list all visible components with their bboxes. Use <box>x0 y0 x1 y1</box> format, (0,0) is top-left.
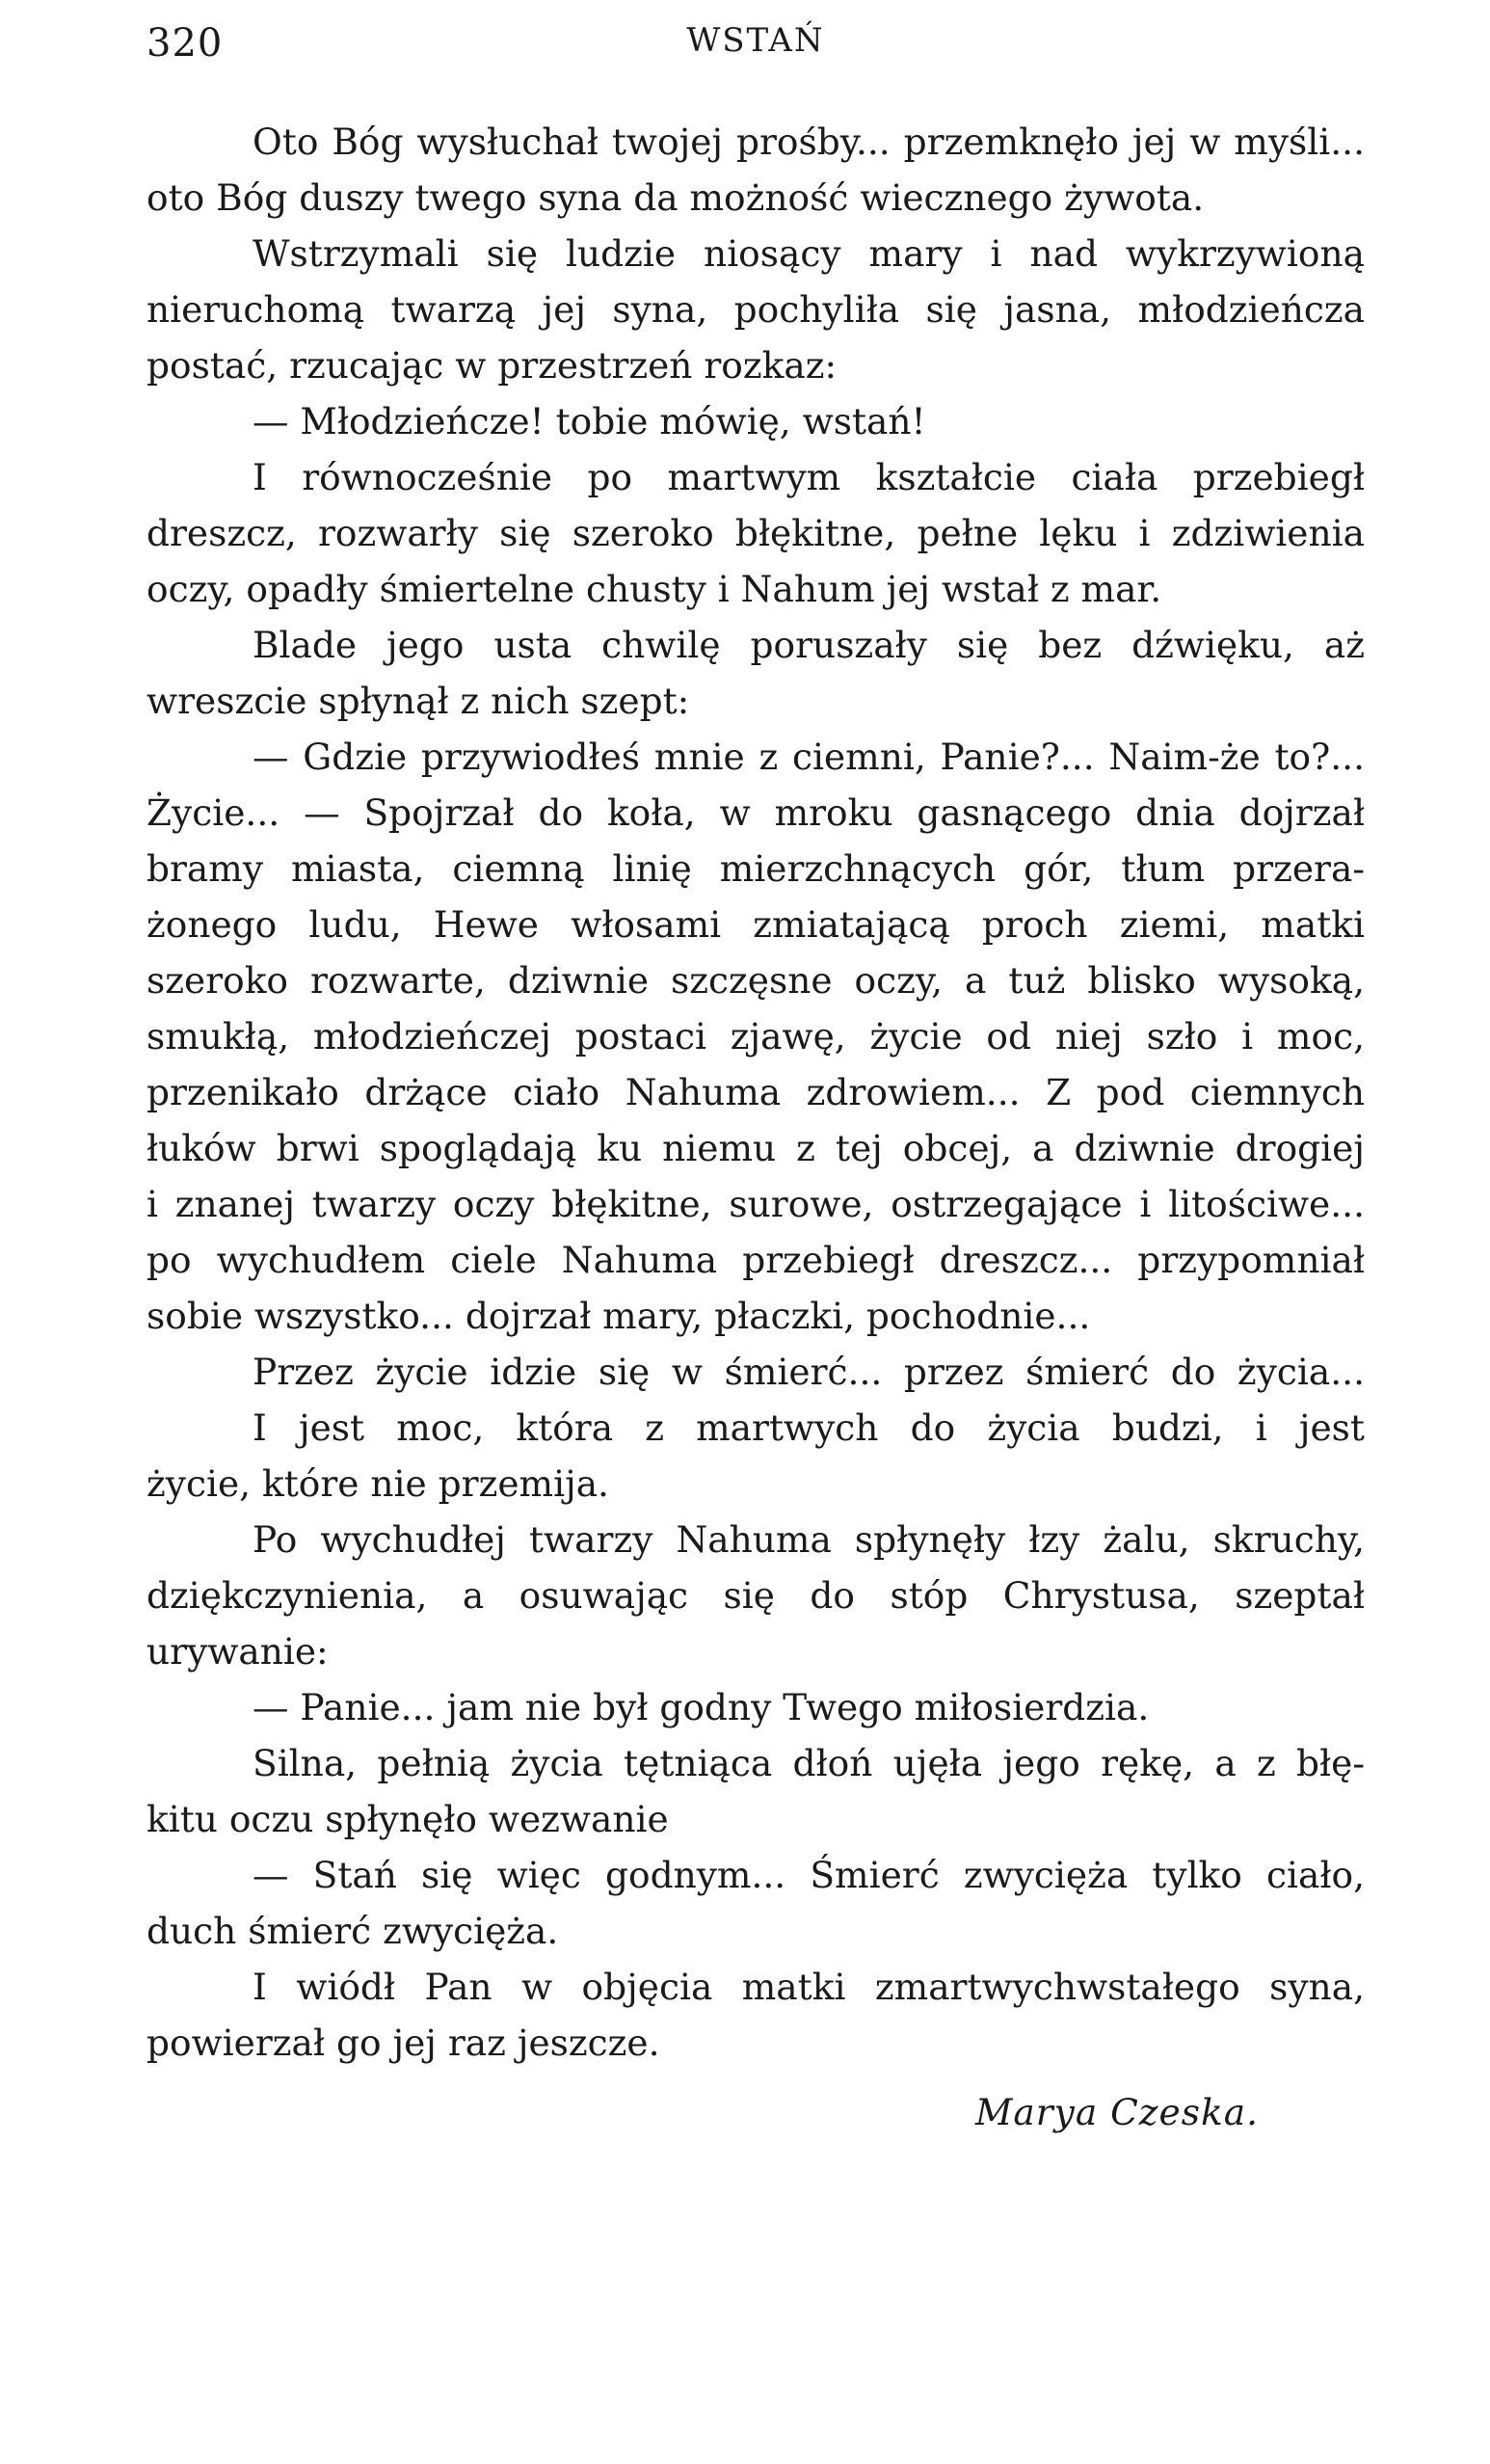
text-line: dziękczynienia, a osuwając się do stóp Chrystusa, szeptał <box>146 1574 1365 1617</box>
text-line: Przez życie idzie się w śmierć... przez śmierć do życia... <box>253 1351 1365 1393</box>
text-line: nieruchomą twarzą jej syna, pochyliła się jasna, młodzieńcza <box>146 288 1365 331</box>
text-line: sobie wszystko... dojrzał mary, płaczki, pochodnie... <box>146 1295 1091 1337</box>
text-line: — Panie... jam nie był godny Twego miłosierdzia. <box>253 1686 1150 1728</box>
text-line: — Stań się więc godnym... Śmierć zwycięża tylko ciało, <box>253 1854 1365 1896</box>
page-number: 320 <box>146 21 224 66</box>
text-line: I równocześnie po martwym kształcie ciała przebiegł <box>253 456 1365 498</box>
text-line: postać, rzucając w przestrzeń rozkaz: <box>146 344 838 387</box>
text-line: oczy, opadły śmiertelne chusty i Nahum jej wstał z mar. <box>146 568 1162 610</box>
text-line: wreszcie spłynął z nich szept: <box>146 680 690 722</box>
text-line: smukłą, młodzieńczej postaci zjawę, życie od niej szło i moc, <box>146 1015 1365 1058</box>
text-line: Życie... — Spojrzał do koła, w mroku gasnącego dnia dojrzał <box>146 791 1365 834</box>
text-line: dreszcz, rozwarły się szeroko błękitne, pełne lęku i zdziwienia <box>146 512 1365 554</box>
text-line: Blade jego usta chwilę poruszały się bez dźwięku, aż <box>253 624 1365 666</box>
body-text <box>146 114 1365 2140</box>
text-line: — Gdzie przywiodłeś mnie z ciemni, Panie?... Naim-że to?... <box>253 736 1365 778</box>
text-line: Wstrzymali się ludzie niosący mary i nad wykrzywioną <box>253 232 1365 275</box>
text-line: I wiódł Pan w objęcia matki zmartwychwstałego syna, <box>253 1966 1365 2008</box>
text-line: po wychudłem ciele Nahuma przebiegł dreszcz... przypomniał <box>146 1239 1365 1281</box>
text-line: kitu oczu spłynęło wezwanie <box>146 1798 669 1840</box>
text-line: oto Bóg duszy twego syna da możność wiecznego żywota. <box>146 176 1205 219</box>
text-line: bramy miasta, ciemną linię mierzchnących gór, tłum przera- <box>146 847 1365 890</box>
text-line: żonego ludu, Hewe włosami zmiatającą proch ziemi, matki <box>146 903 1365 946</box>
text-line: Po wychudłej twarzy Nahuma spłynęły łzy żalu, skruchy, <box>253 1518 1365 1561</box>
text-line: I jest moc, która z martwych do życia budzi, i jest <box>253 1406 1365 1449</box>
page-header <box>146 21 1365 79</box>
text-line: przenikało drżące ciało Nahuma zdrowiem... Z pod ciemnych <box>146 1071 1365 1113</box>
text-line: Silna, pełnią życia tętniąca dłoń ujęła jego rękę, a z błę- <box>253 1742 1365 1784</box>
text-line: łuków brwi spoglądają ku niemu z tej obcej, a dziwnie drogiej <box>146 1127 1365 1169</box>
author-signature: Marya Czeska. <box>974 2091 1259 2133</box>
text-line: powierzał go jej raz jeszcze. <box>146 2022 660 2064</box>
text-line: duch śmierć zwycięża. <box>146 1910 559 1952</box>
text-line: i znanej twarzy oczy błękitne, surowe, ostrzegające i litościwe... <box>146 1183 1365 1225</box>
text-line: — Młodzieńcze! tobie mówię, wstań! <box>253 400 926 442</box>
text-line: szeroko rozwarte, dziwnie szczęsne oczy, a tuż blisko wysoką, <box>146 959 1365 1002</box>
running-head: WSTAŃ <box>686 21 825 60</box>
text-line: Oto Bóg wysłuchał twojej prośby... przemknęło jej w myśli... <box>253 121 1365 163</box>
text-line: życie, które nie przemija. <box>146 1462 609 1505</box>
text-line: urywanie: <box>146 1630 329 1673</box>
